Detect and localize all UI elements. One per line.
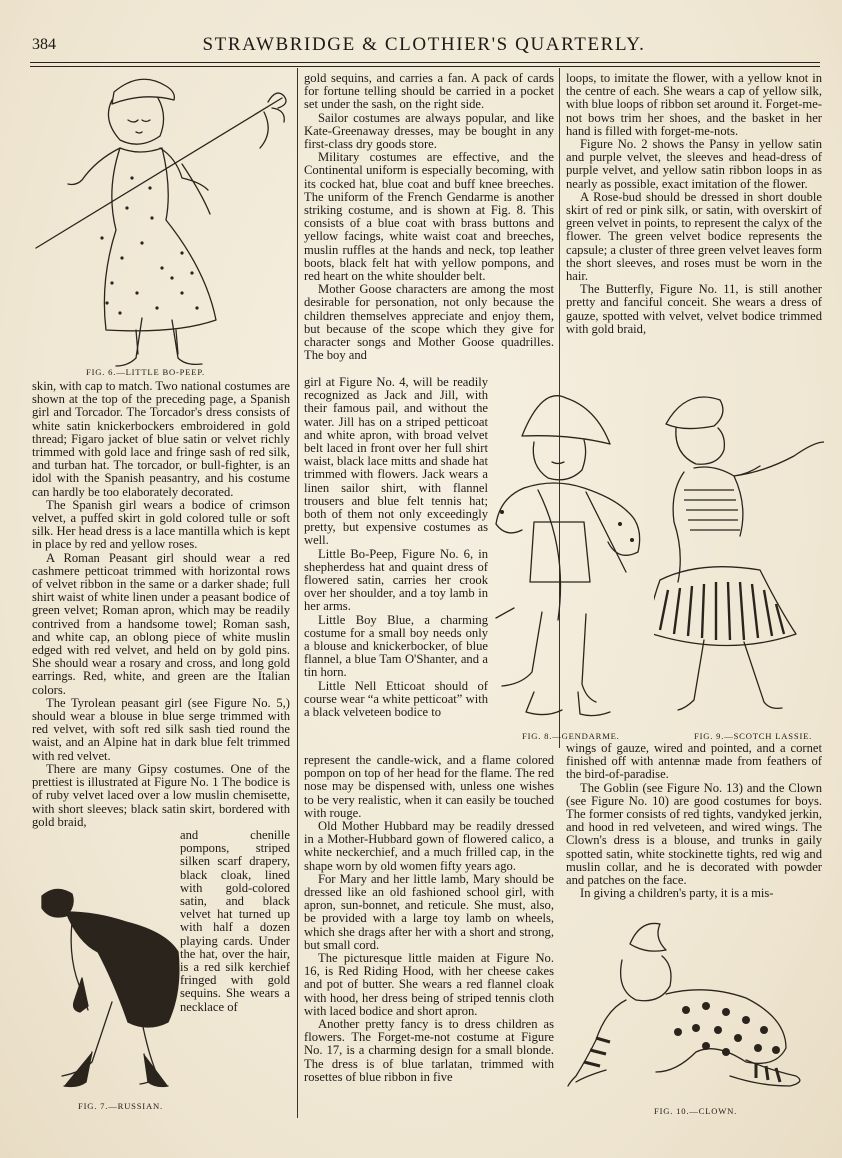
column-2-narrow <box>304 376 488 719</box>
col3-paragraph-2: Figure No. 2 shows the Pansy in yellow satin and purple velvet, the sleeves and head-dress of purple velvet, and yellow satin ribbon loops in as nearly as possible, exact imitation of the flower. <box>566 137 822 191</box>
col2-paragraph-1: gold sequins, and carries a fan. A pack of cards for fortune telling should be carried in a pocket set under the sash, on the right side. <box>304 71 554 112</box>
col3-paragraph-6: The Goblin (see Figure No. 13) and the Clown (see Figure No. 10) are good costumes for boys. The former consists of red tights, vandyked jerkin, and hood in red velveteen, and wired wings. The Clown's dress is a blouse, and trunks in gaily spotted satin, white stockinette tights, red wig and muslin collar, and he is decorated with powder and patches on the face. <box>566 780 822 888</box>
column-2-lower <box>304 754 554 1084</box>
column-2 <box>304 72 554 362</box>
col3-paragraph-4: The Butterfly, Figure No. 11, is still another pretty and fanciful conceit. She wears a dress of gauze, spotted with velvet, velvet bodice trimmed with gold braid, <box>566 282 822 336</box>
col1-paragraph-5b: and chenille pompons, striped silken scarf drapery, black cloak, lined with gold-colored satin, and black velvet hat turned up with half a dozen playing cards. Under the hat, over the hair, is a red silk kerchief fringed with gold sequins. She wears a necklace of <box>180 827 290 1014</box>
col2-paragraph-2: Sailor costumes are always popular, and like Kate-Greenaway dresses, may be bought in any first-class dry goods store. <box>304 110 554 152</box>
col3-paragraph-1: loops, to imitate the flower, with a yellow knot in the centre of each. She wears a cap of yellow silk, with blue loops of ribbon set around it. Forget-me-not bows trim her shoes, and the basket in her hand is filled with forget-me-nots. <box>566 71 822 138</box>
column-3 <box>566 72 822 336</box>
col1-paragraph-5a: There are many Gipsy costumes. One of the prettiest is illustrated at Figure No. 1 The bodice is of ruby velvet laced over a low muslin chemisette, with short sleeves; black satin skirt, bordered with gold braid, <box>32 761 290 829</box>
fig8-caption: FIG. 8.—GENDARME. <box>522 731 620 741</box>
col1-paragraph-3: A Roman Peasant girl should wear a red cashmere petticoat trimmed with horizontal rows of velvet ribbon in the same or a darker shade; full shirt waist of white linen under a peasant bodice of green velvet; Roman apron, which may be readily contrived from a handsome towel; Roman sash, and white cap, an oblong piece of white muslin edged with red velvet, and held on by gold pins. She should wear a rosary and cross, and long gold earrings. Red, white, and green are the Italian colors. <box>32 550 290 697</box>
column-divider-1 <box>297 68 298 1118</box>
col2-paragraph-3: Military costumes are effective, and the Continental uniform is especially becoming, with its cocked hat, blue coat and buff knee breeches. The uniform of the French Gendarme is another striking costume, and is shown at Fig. 8. This consists of a blue coat with brass buttons and yellow facings, white waist coat and breeches, muslin ruffles at the hands and neck, top leather boots, black felt hat with yellow pompons, and red heart on the white shoulder belt. <box>304 150 554 284</box>
col2-paragraph-5: Little Bo-Peep, Figure No. 6, in shepherdess hat and quaint dress of flowered satin, carries her crook over her shoulder, and a toy lamb in her arms. <box>304 546 488 614</box>
fig10-clown <box>566 920 822 1100</box>
col3-paragraph-3: A Rose-bud should be dressed in short double skirt of red or pink silk, or satin, with overskirt of green velvet in points, to represent the calyx of the flower. The green velvet bodice represents the capsule; a cluster of three green velvet leaves form the short sleeves, and roses must be worn in the hair. <box>566 189 822 284</box>
page-number: 384 <box>32 36 56 53</box>
col2-paragraph-6: Little Boy Blue, a charming costume for a small boy needs only a blouse and knickerbocker, of blue flannel, a blue Tam O'Shanter, and a tin horn. <box>304 612 488 680</box>
col1-paragraph-4: The Tyrolean peasant girl (see Figure No. 5,) should wear a blouse in blue serge trimmed with red velvet, with soft red silk sash tied round the waist, and an Alpine hat in dark blue felt trimmed with red velvet. <box>32 695 290 763</box>
col2-paragraph-10: The picturesque little maiden at Figure No. 16, is Red Riding Hood, with her cheese cakes and pot of butter. She wears a red flannel cloak with hood, her dress being of striped tennis cloth with laced bodice and short apron. <box>304 951 554 1018</box>
col1-paragraph-2: The Spanish girl wears a bodice of crimson velvet, a puffed skirt in gold colored tulle or soft silk. Her head dress is a lace mantilla which is kept in place by red and yellow roses. <box>32 497 290 552</box>
page-header <box>28 34 820 62</box>
column-3-lower <box>566 742 822 900</box>
page-title: STRAWBRIDGE & CLOTHIER'S QUARTERLY. <box>202 34 646 55</box>
fig6-caption: FIG. 6.—LITTLE BO-PEEP. <box>86 367 205 377</box>
fig6-little-bo-peep <box>32 68 292 368</box>
header-rule-bottom <box>30 66 820 67</box>
fig7-russian <box>32 882 182 1096</box>
col2-paragraph-8: Old Mother Hubbard may be readily dressed in a Mother-Hubbard gown of flowered calico, a white neckerchief, and a much frilled cap, in the shape worn by old women fifty years ago. <box>304 819 554 873</box>
col3-paragraph-5: wings of gauze, wired and pointed, and a cornet finished off with antennæ made from feathers of the bird-of-paradise. <box>566 741 822 782</box>
col2-paragraph-7b: represent the candle-wick, and a flame colored pompon on top of her head for the flame. The red nose may be dispensed with, unless one wishes to be very realistic, when it can easily be touched with rouge. <box>304 753 554 820</box>
col2-paragraph-4a: Mother Goose characters are among the most desirable for personation, not only because the children themselves appreciate and enjoy them, but because of the scope which they give for character songs and Mother Goose quadrilles. The boy and <box>304 282 554 363</box>
col2-paragraph-11: Another pretty fancy is to dress children as flowers. The Forget-me-not costume at Figure No. 17, is a charming design for a small blonde. The dress is of blue tarlatan, trimmed with rosettes of blue ribbon in five <box>304 1017 554 1084</box>
fig9-scotch-lassie <box>654 390 824 730</box>
col2-paragraph-9: For Mary and her little lamb, Mary should be dressed like an old fashioned school girl, with apron, sun-bonnet, and reticule. She must, also, be provided with a large toy lamb on wheels, which she drags after her with a short and strong, but small cord. <box>304 871 554 952</box>
col1-paragraph-1: skin, with cap to match. Two national costumes are shown at the top of the preceding page, a Spanish girl and Torcador. The Torcador's dress consists of white satin knickerbockers embroidered in gold thread; Figaro jacket of blue satin or velvet richly trimmed with gold lace and fringe sash of red silk, and turban hat. The torcador, or bull-fighter, is an idol with the Spanish peasantry, and his costume can hardly be too elaborately decorated. <box>32 379 290 499</box>
fig8-gendarme <box>494 392 654 732</box>
fig10-caption: FIG. 10.—CLOWN. <box>654 1106 738 1116</box>
fig9-caption: FIG. 9.—SCOTCH LASSIE. <box>694 731 813 741</box>
col3-paragraph-7: In giving a children's party, it is a mis- <box>580 886 774 901</box>
header-rule-top <box>30 62 820 63</box>
col2-paragraph-4b: girl at Figure No. 4, will be readily recognized as Jack and Jill, with their famous pail, and without the water. Jill has on a striped petticoat and white apron, with broad velvet belt laced in front over her full shirt waist, black lace mitts and shade hat trimmed with flowers. Jack wears a linen sailor shirt, with flannel trousers and blue felt tennis hat; both of them not only exceedingly pretty, but expensive costumes as well. <box>304 375 488 548</box>
col2-paragraph-7a: Little Nell Etticoat should of course wear “a white petticoat” with a black velveteen bodice to <box>304 678 488 720</box>
fig7-caption: FIG. 7.—RUSSIAN. <box>78 1101 163 1111</box>
